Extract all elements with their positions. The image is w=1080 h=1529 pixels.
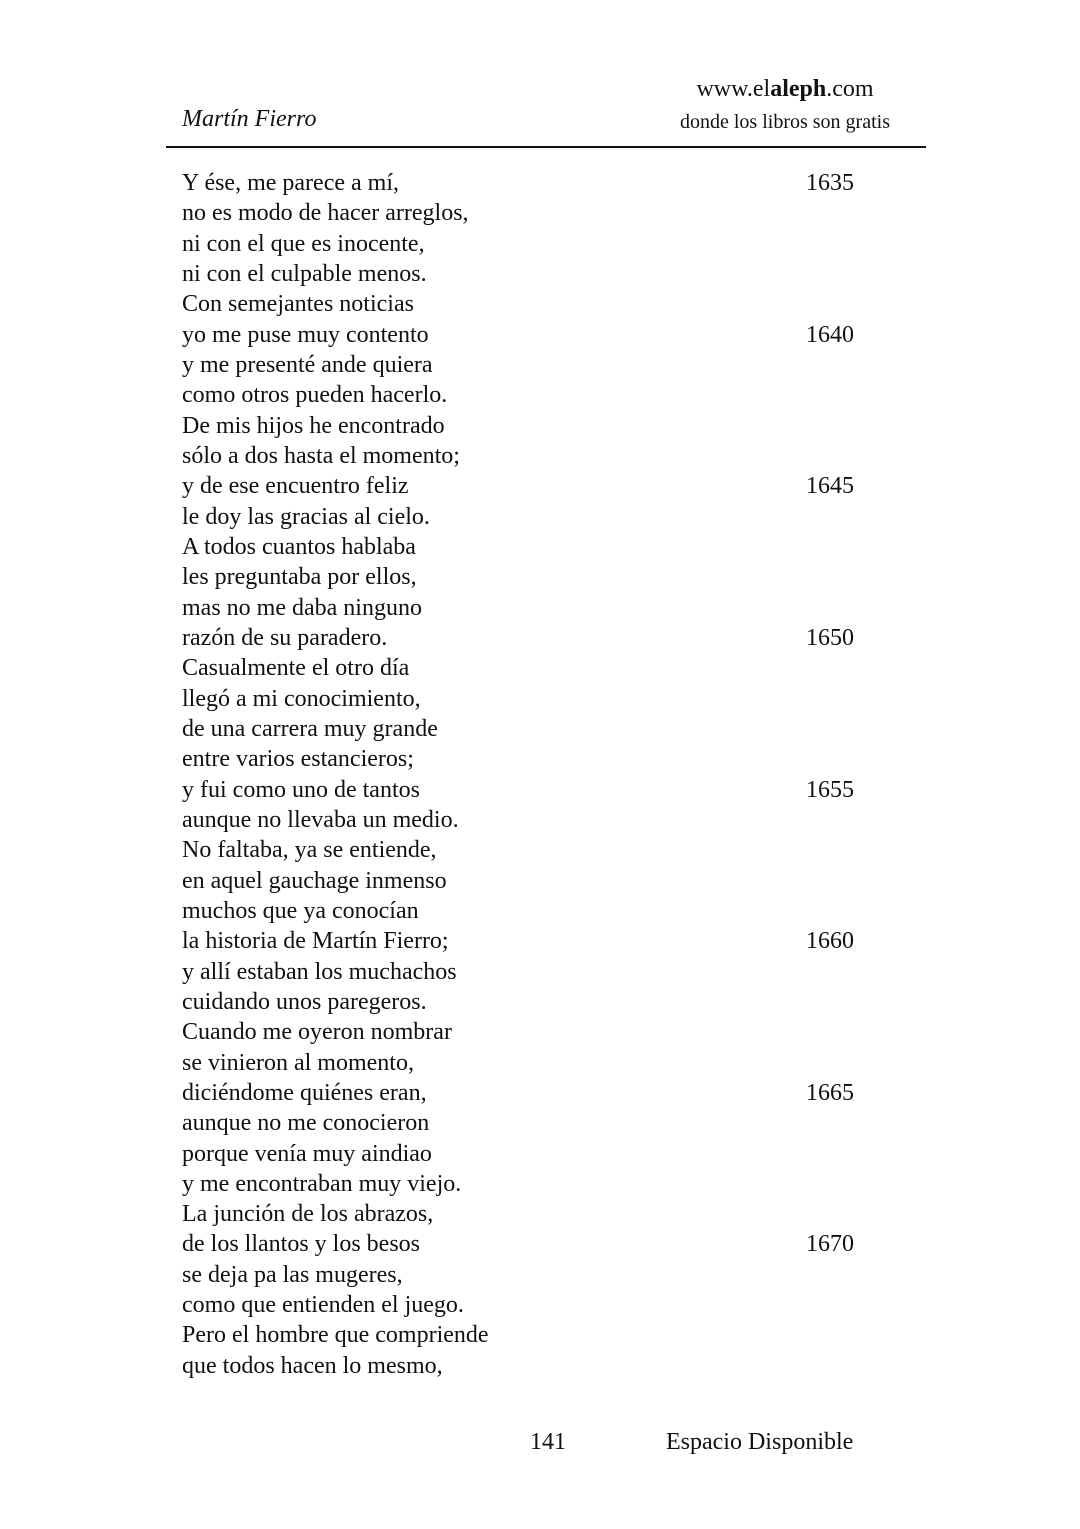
verse-text: De mis hijos he encontrado (182, 412, 445, 439)
verse-number: 1640 (806, 321, 854, 348)
verse-text: llegó a mi conocimiento, (182, 685, 421, 712)
verse-number: 1665 (806, 1079, 854, 1106)
verse-text: y me presenté ande quiera (182, 351, 433, 378)
header-divider (166, 146, 926, 148)
verse-line (182, 1139, 872, 1169)
site-url (640, 74, 930, 104)
poem-verses (182, 168, 872, 1381)
verse-line (182, 1078, 872, 1108)
verse-line (182, 229, 872, 259)
verse-text: muchos que ya conocían (182, 897, 419, 924)
verse-text: cuidando unos paregeros. (182, 988, 427, 1015)
verse-line (182, 805, 872, 835)
verse-line (182, 866, 872, 896)
verse-line (182, 653, 872, 683)
verse-line (182, 957, 872, 987)
verse-text: que todos hacen lo mesmo, (182, 1352, 443, 1379)
verse-text: No faltaba, ya se entiende, (182, 837, 437, 864)
site-url-suffix: .com (826, 76, 874, 102)
verse-number: 1670 (806, 1231, 854, 1258)
verse-line (182, 1290, 872, 1320)
book-title: Martín Fierro (182, 106, 317, 132)
verse-text: se vinieron al momento, (182, 1049, 414, 1076)
verse-line (182, 926, 872, 956)
verse-line (182, 502, 872, 532)
verse-line (182, 623, 872, 653)
verse-line (182, 684, 872, 714)
verse-number: 1660 (806, 928, 854, 955)
verse-text: porque venía muy aindiao (182, 1140, 432, 1167)
verse-text: La junción de los abrazos, (182, 1201, 434, 1228)
verse-text: y fui como uno de tantos (182, 776, 420, 803)
verse-text: Y ése, me parece a mí, (182, 170, 399, 196)
verse-text: como que entienden el juego. (182, 1292, 464, 1319)
verse-text: aunque no me conocieron (182, 1110, 430, 1137)
verse-line (182, 350, 872, 380)
verse-line (182, 289, 872, 319)
verse-line (182, 1048, 872, 1078)
verse-line (182, 593, 872, 623)
verse-line (182, 1320, 872, 1350)
verse-text: y de ese encuentro feliz (182, 473, 409, 500)
verse-text: Con semejantes noticias (182, 291, 414, 318)
verse-text: y allí estaban los muchachos (182, 958, 457, 985)
site-tagline: donde los libros son gratis (680, 111, 890, 133)
verse-line (182, 441, 872, 471)
verse-line (182, 744, 872, 774)
verse-line (182, 411, 872, 441)
verse-line (182, 168, 872, 198)
verse-text: de los llantos y los besos (182, 1231, 420, 1258)
verse-line (182, 1108, 872, 1138)
verse-line (182, 1017, 872, 1047)
verse-text: entre varios estancieros; (182, 746, 414, 773)
verse-line (182, 380, 872, 410)
verse-line (182, 471, 872, 501)
verse-text: ni con el que es inocente, (182, 230, 425, 257)
verse-text: Pero el hombre que compriende (182, 1322, 489, 1349)
verse-text: A todos cuantos hablaba (182, 533, 416, 560)
verse-number: 1635 (806, 170, 854, 196)
verse-number: 1645 (806, 473, 854, 500)
verse-text: no es modo de hacer arreglos, (182, 200, 469, 227)
verse-text: razón de su paradero. (182, 624, 388, 651)
verse-line (182, 1229, 872, 1259)
verse-text: mas no me daba ninguno (182, 594, 422, 621)
verse-text: les preguntaba por ellos, (182, 564, 417, 591)
verse-text: Casualmente el otro día (182, 655, 410, 682)
verse-text: en aquel gauchage inmenso (182, 867, 447, 894)
verse-text: le doy las gracias al cielo. (182, 503, 430, 530)
footer-note: Espacio Disponible (666, 1429, 854, 1455)
verse-text: como otros pueden hacerlo. (182, 382, 448, 409)
verse-text: diciéndome quiénes eran, (182, 1079, 427, 1106)
verse-line (182, 259, 872, 289)
verse-text: Cuando me oyeron nombrar (182, 1019, 452, 1046)
verse-line (182, 714, 872, 744)
verse-line (182, 1351, 872, 1381)
verse-line (182, 320, 872, 350)
verse-number: 1650 (806, 624, 854, 651)
site-url-brand: aleph (770, 76, 827, 102)
verse-text: yo me puse muy contento (182, 321, 429, 348)
verse-line (182, 562, 872, 592)
verse-line (182, 835, 872, 865)
page-number: 141 (530, 1429, 566, 1455)
site-url-prefix: www.el (696, 76, 771, 102)
verse-text: sólo a dos hasta el momento; (182, 442, 460, 469)
verse-line (182, 532, 872, 562)
verse-line (182, 1199, 872, 1229)
verse-line (182, 987, 872, 1017)
verse-line (182, 1260, 872, 1290)
verse-line (182, 198, 872, 228)
verse-line (182, 896, 872, 926)
verse-text: se deja pa las mugeres, (182, 1261, 403, 1288)
verse-text: y me encontraban muy viejo. (182, 1170, 462, 1197)
verse-text: la historia de Martín Fierro; (182, 928, 449, 955)
verse-text: ni con el culpable menos. (182, 260, 427, 287)
verse-line (182, 775, 872, 805)
verse-text: aunque no llevaba un medio. (182, 806, 459, 833)
verse-line (182, 1169, 872, 1199)
verse-number: 1655 (806, 776, 854, 803)
verse-text: de una carrera muy grande (182, 715, 438, 742)
